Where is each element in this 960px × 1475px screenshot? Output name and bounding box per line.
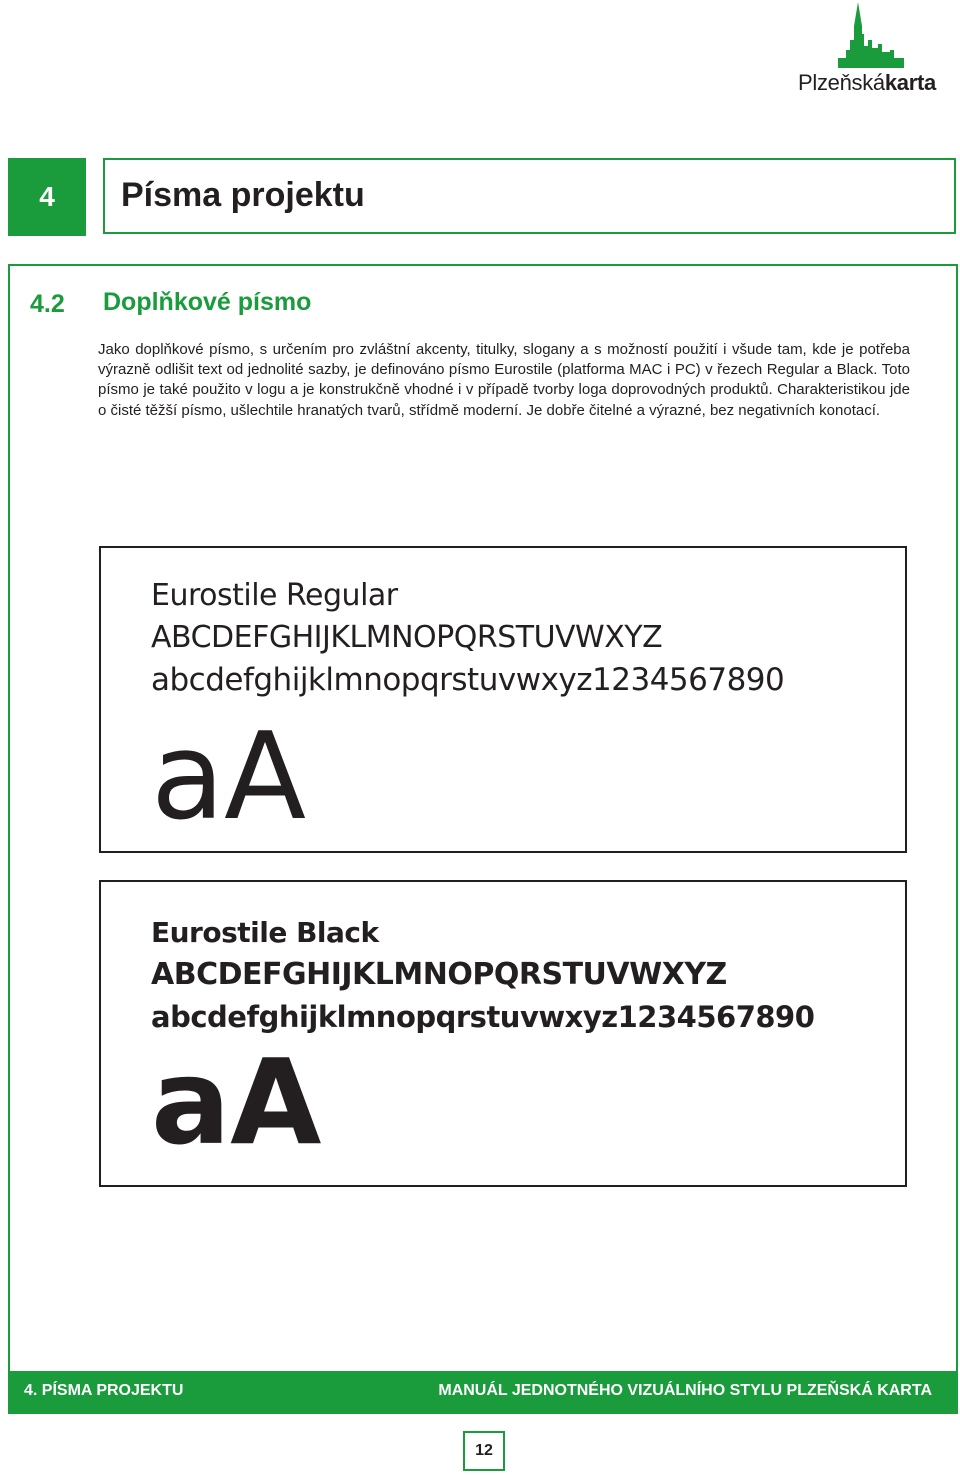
footer-bar [8,1371,958,1412]
section-number: 4.2 [30,290,65,318]
logo-wordmark [798,70,936,96]
font-name-regular: Eurostile Regular [151,578,398,613]
footer-manual-title: MANUÁL JEDNOTNÉHO VIZUÁLNÍHO STYLU PLZEŇSKÁ KARTA [438,1382,932,1399]
brand-logo [790,0,960,100]
footer-chapter: 4. PÍSMA PROJEKTU [24,1382,184,1399]
uppercase-sample-regular: ABCDEFGHIJKLMNOPQRSTUVWXYZ [151,620,663,655]
chapter-number: 4 [8,158,86,236]
big-glyph-sample-regular: aA [151,708,306,847]
font-name-black: Eurostile Black [151,916,379,949]
big-glyph-sample-black: aA [151,1033,321,1171]
body-paragraph: Jako doplňkové písmo, s určením pro zvláštní akcenty, titulky, slogany a s možností použití i všude tam, kde je potřeba výrazně odlišit text od jednolité sazby, je definováno písmo Eurostile (platforma MAC i PC) v řezech Regular a Black. Toto písmo je také použito v logu a je konstrukčně vhodné i v případě tvorby loga doprovodných produktů. Charakteristikou jde o čisté těžší písmo, ušlechtile hranatých tvarů, střídmě moderní. Je dobře čitelné a výrazné, bez negativních konotací. [98,341,910,419]
chapter-title-box [103,158,956,234]
font-sample-regular [99,546,907,853]
lowercase-sample-black: abcdefghijklmnopqrstuvwxyz1234567890 [151,1000,815,1034]
logo-text-bold: karta [884,70,936,95]
uppercase-sample-black: ABCDEFGHIJKLMNOPQRSTUVWXYZ [151,957,727,992]
font-sample-black [99,880,907,1187]
logo-text-regular: Plzeňská [798,70,885,95]
page-number: 12 [463,1431,505,1471]
section-title: Doplňkové písmo [103,288,312,316]
cathedral-skyline-icon [838,0,910,70]
lowercase-sample-regular: abcdefghijklmnopqrstuvwxyz1234567890 [151,662,785,698]
chapter-title: Písma projektu [121,176,365,214]
